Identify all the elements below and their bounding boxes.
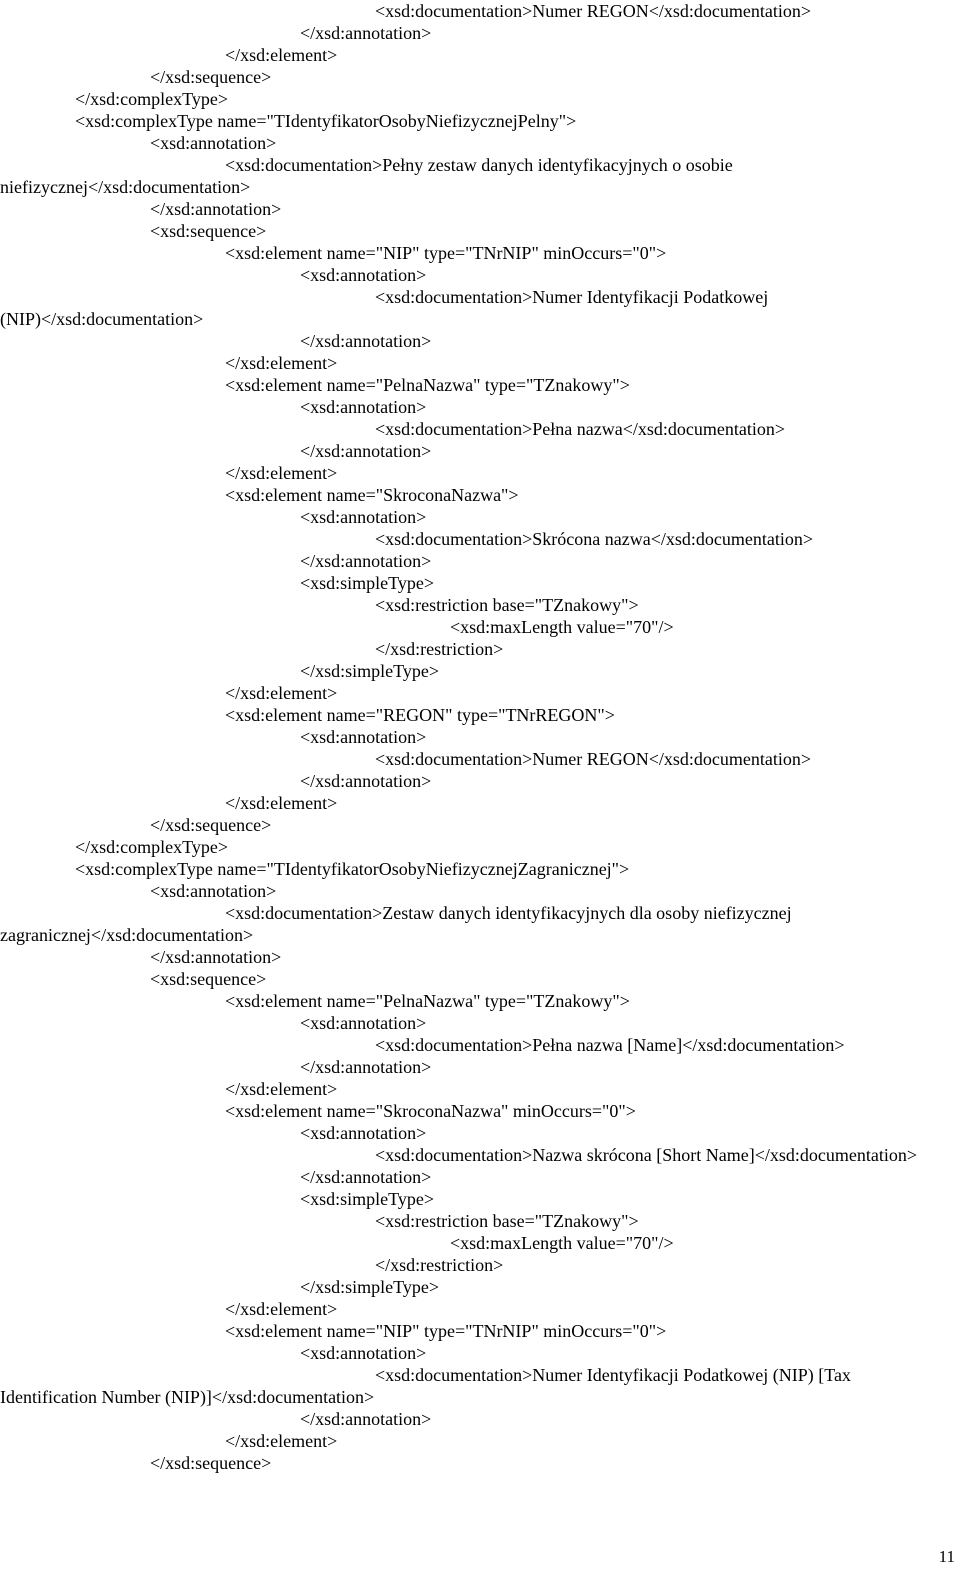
code-line: <xsd:simpleType> [300, 1189, 435, 1209]
code-line: </xsd:annotation> [300, 1167, 432, 1187]
code-line: <xsd:annotation> [300, 265, 427, 285]
code-line: <xsd:element name="NIP" type="TNrNIP" minOccurs="0"> [225, 243, 667, 263]
code-line: <xsd:simpleType> [300, 573, 435, 593]
code-line: <xsd:documentation>Numer REGON</xsd:documentation> [375, 1, 812, 21]
code-line: </xsd:annotation> [300, 441, 432, 461]
code-line: </xsd:restriction> [375, 639, 504, 659]
code-line: <xsd:element name="NIP" type="TNrNIP" minOccurs="0"> [225, 1321, 667, 1341]
code-line: <xsd:annotation> [300, 1343, 427, 1363]
code-line: <xsd:annotation> [300, 1013, 427, 1033]
code-line: </xsd:annotation> [300, 551, 432, 571]
code-line: </xsd:sequence> [150, 1453, 272, 1473]
code-line: <xsd:sequence> [150, 969, 267, 989]
code-line: <xsd:sequence> [150, 221, 267, 241]
code-line: </xsd:annotation> [150, 947, 282, 967]
code-line: <xsd:documentation>Numer REGON</xsd:documentation> [375, 749, 812, 769]
code-line: </xsd:complexType> [75, 89, 229, 109]
code-line: <xsd:restriction base="TZnakowy"> [375, 1211, 639, 1231]
code-line: <xsd:element name="PelnaNazwa" type="TZnakowy"> [225, 375, 630, 395]
code-line: </xsd:sequence> [150, 815, 272, 835]
code-line: <xsd:element name="SkroconaNazwa"> [225, 485, 519, 505]
code-line: <xsd:annotation> [300, 507, 427, 527]
code-line: </xsd:simpleType> [300, 661, 440, 681]
code-line: <xsd:annotation> [300, 1123, 427, 1143]
code-line: <xsd:element name="PelnaNazwa" type="TZnakowy"> [225, 991, 630, 1011]
code-line: </xsd:restriction> [375, 1255, 504, 1275]
page-number: 11 [938, 1547, 955, 1566]
code-line: <xsd:complexType name="TIdentyfikatorOsobyNiefizycznejPelny"> [75, 111, 577, 131]
code-line: <xsd:annotation> [300, 397, 427, 417]
code-line: niefizycznej</xsd:documentation> [0, 177, 251, 197]
code-line: <xsd:annotation> [150, 881, 277, 901]
code-line: </xsd:element> [225, 683, 338, 703]
code-line: <xsd:restriction base="TZnakowy"> [375, 595, 639, 615]
code-line: <xsd:maxLength value="70"/> [450, 617, 674, 637]
code-line: </xsd:annotation> [300, 331, 432, 351]
code-line: </xsd:annotation> [300, 1409, 432, 1429]
code-line: </xsd:annotation> [300, 1057, 432, 1077]
code-line: </xsd:sequence> [150, 67, 272, 87]
code-line: </xsd:element> [225, 1079, 338, 1099]
code-line: <xsd:annotation> [150, 133, 277, 153]
code-line: <xsd:annotation> [300, 727, 427, 747]
code-line: </xsd:complexType> [75, 837, 229, 857]
code-line: </xsd:annotation> [300, 23, 432, 43]
code-line: </xsd:element> [225, 793, 338, 813]
code-line: </xsd:element> [225, 353, 338, 373]
code-line: <xsd:complexType name="TIdentyfikatorOsobyNiefizycznejZagranicznej"> [75, 859, 630, 879]
code-line: Identification Number (NIP)]</xsd:documentation> [0, 1387, 375, 1407]
code-line: (NIP)</xsd:documentation> [0, 309, 204, 329]
code-line: </xsd:simpleType> [300, 1277, 440, 1297]
code-line: </xsd:annotation> [300, 771, 432, 791]
code-line: <xsd:documentation>Numer Identyfikacji Podatkowej [375, 287, 769, 307]
code-line: <xsd:documentation>Pełny zestaw danych identyfikacyjnych o osobie [225, 155, 733, 175]
code-line: <xsd:documentation>Pełna nazwa</xsd:documentation> [375, 419, 786, 439]
code-line: </xsd:element> [225, 1299, 338, 1319]
code-line: </xsd:annotation> [150, 199, 282, 219]
code-line: <xsd:documentation>Pełna nazwa [Name]</xsd:documentation> [375, 1035, 845, 1055]
code-line: <xsd:element name="SkroconaNazwa" minOccurs="0"> [225, 1101, 636, 1121]
code-line: <xsd:element name="REGON" type="TNrREGON"> [225, 705, 615, 725]
code-line: <xsd:documentation>Nazwa skrócona [Short Name]</xsd:documentation> [375, 1145, 917, 1165]
code-line: <xsd:documentation>Skrócona nazwa</xsd:documentation> [375, 529, 814, 549]
code-line: zagranicznej</xsd:documentation> [0, 925, 254, 945]
code-line: </xsd:element> [225, 463, 338, 483]
code-line: <xsd:documentation>Numer Identyfikacji Podatkowej (NIP) [Tax [375, 1365, 851, 1385]
code-line: <xsd:documentation>Zestaw danych identyfikacyjnych dla osoby niefizycznej [225, 903, 792, 923]
code-line: </xsd:element> [225, 45, 338, 65]
code-line: <xsd:maxLength value="70"/> [450, 1233, 674, 1253]
code-line: </xsd:element> [225, 1431, 338, 1451]
